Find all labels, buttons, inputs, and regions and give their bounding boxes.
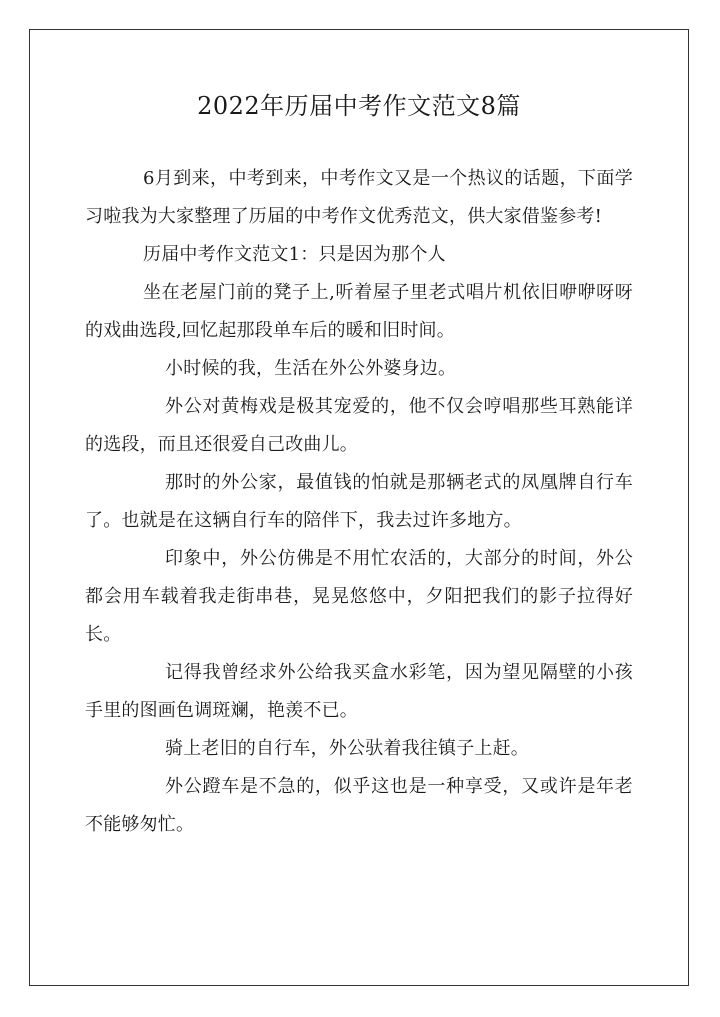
paragraph: 记得我曾经求外公给我买盒水彩笔，因为望见隔壁的小孩手里的图画色调斑斓，艳羡不已。 [85, 662, 633, 721]
paragraph: 坐在老屋门前的凳子上,听着屋子里老式唱片机依旧咿咿呀呀的戏曲选段,回忆起那段单车后的暖和旧时间。 [85, 282, 633, 341]
paragraph: 那时的外公家，最值钱的怕就是那辆老式的凤凰牌自行车了。也就是在这辆自行车的陪伴下，我去过许多地方。 [85, 472, 633, 531]
paragraph: 印象中，外公仿佛是不用忙农活的，大部分的时间，外公都会用车载着我走街串巷，晃晃悠悠中，夕阳把我们的影子拉得好长。 [85, 548, 633, 645]
paragraph: 外公对黄梅戏是极其宠爱的，他不仅会哼唱那些耳熟能详的选段，而且还很爱自己改曲儿。 [85, 396, 633, 455]
paragraph-intro: 6月到来，中考到来，中考作文又是一个热议的话题，下面学习啦我为大家整理了历届的中考作文优秀范文，供大家借鉴参考! [85, 168, 633, 227]
paragraph: 骑上老旧的自行车，外公驮着我往镇子上赶。 [165, 738, 529, 759]
paragraph: 外公蹬车是不急的，似乎这也是一种享受，又或许是年老不能够匆忙。 [85, 776, 633, 835]
document-body [85, 160, 633, 844]
paragraph-essay-heading: 历届中考作文范文1：只是因为那个人 [143, 244, 446, 265]
paragraph: 小时候的我，生活在外公外婆身边。 [165, 358, 457, 379]
document-title: 2022年历届中考作文范文8篇 [197, 92, 521, 120]
